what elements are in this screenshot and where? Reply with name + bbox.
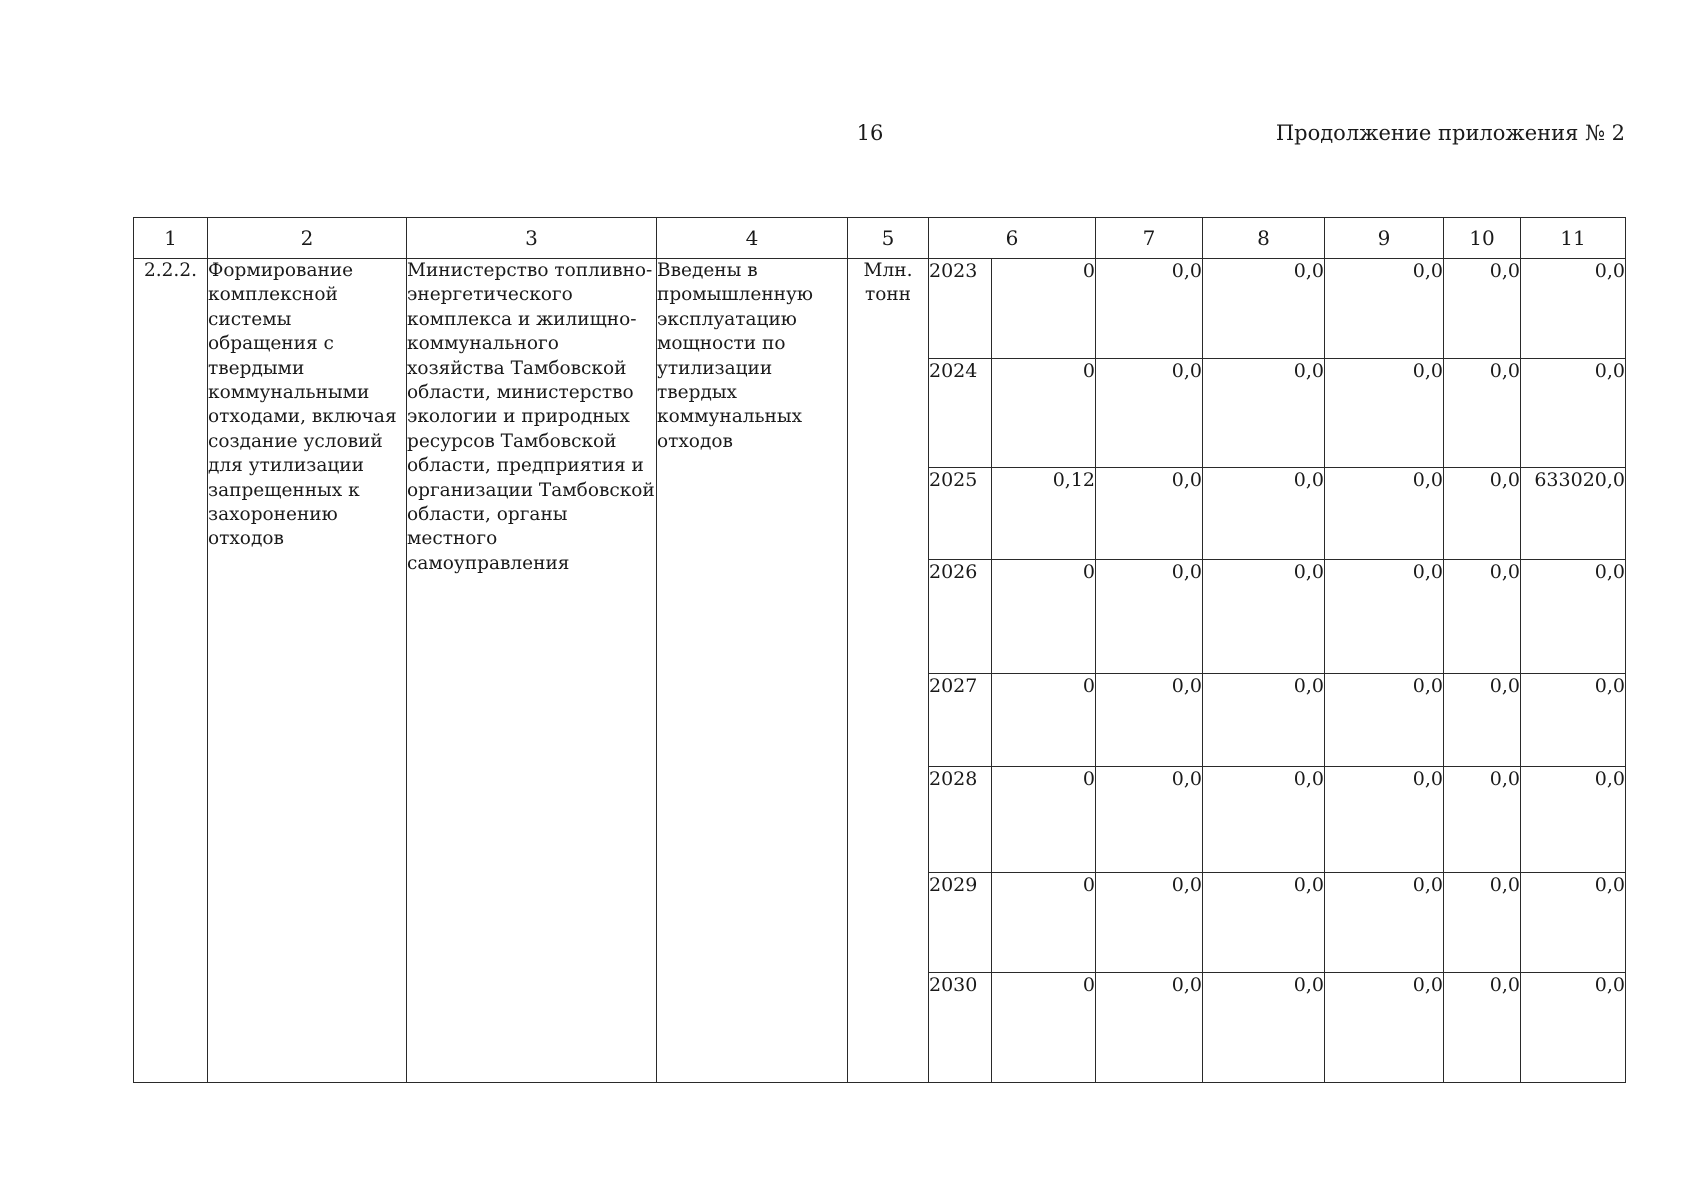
value-cell-col9: 0,0 [1325,873,1444,973]
value-cell-col10: 0,0 [1444,973,1521,1083]
activity-code: 2.2.2. [134,259,208,1083]
value-cell-col11: 0,0 [1521,767,1626,873]
value-cell-col7: 0,0 [1096,973,1203,1083]
value-cell-col8: 0,0 [1203,674,1325,767]
year-cell: 2023 [929,259,992,359]
year-cell: 2025 [929,468,992,560]
value-cell-col11: 633020,0 [1521,468,1626,560]
year-cell: 2028 [929,767,992,873]
value-cell-col7: 0,0 [1096,468,1203,560]
value-cell-col10: 0,0 [1444,560,1521,674]
year-cell: 2029 [929,873,992,973]
value-cell-col10: 0,0 [1444,259,1521,359]
column-header: 9 [1325,218,1444,259]
target-value-cell: 0 [992,873,1096,973]
column-header: 4 [657,218,848,259]
value-cell-col7: 0,0 [1096,560,1203,674]
page-number: 16 [856,121,884,145]
indicator-name: Введены в промышленную эксплуатацию мощности по утилизации твердых коммунальных отходов [657,259,848,1083]
column-header: 7 [1096,218,1203,259]
table-header-row [134,218,1626,259]
target-value-cell: 0,12 [992,468,1096,560]
value-cell-col9: 0,0 [1325,560,1444,674]
main-table [133,217,1626,1083]
year-cell: 2024 [929,359,992,468]
target-value-cell: 0 [992,259,1096,359]
responsible-executors: Министерство топливно-энергетического комплекса и жилищно-коммунального хозяйства Тамбовской области, министерство экологии и природных ресурсов Тамбовской области, предприятия и организации Тамбовской области, органы местного самоуправления [407,259,657,1083]
value-cell-col7: 0,0 [1096,873,1203,973]
year-cell: 2027 [929,674,992,767]
value-cell-col8: 0,0 [1203,873,1325,973]
value-cell-col11: 0,0 [1521,973,1626,1083]
value-cell-col10: 0,0 [1444,873,1521,973]
column-header: 5 [848,218,929,259]
column-header: 11 [1521,218,1626,259]
target-value-cell: 0 [992,973,1096,1083]
value-cell-col9: 0,0 [1325,259,1444,359]
value-cell-col11: 0,0 [1521,560,1626,674]
value-cell-col11: 0,0 [1521,259,1626,359]
value-cell-col10: 0,0 [1444,674,1521,767]
value-cell-col8: 0,0 [1203,259,1325,359]
target-value-cell: 0 [992,674,1096,767]
value-cell-col8: 0,0 [1203,560,1325,674]
value-cell-col10: 0,0 [1444,359,1521,468]
target-value-cell: 0 [992,359,1096,468]
column-header: 3 [407,218,657,259]
value-cell-col11: 0,0 [1521,873,1626,973]
value-cell-col10: 0,0 [1444,767,1521,873]
value-cell-col8: 0,0 [1203,767,1325,873]
value-cell-col8: 0,0 [1203,468,1325,560]
value-cell-col7: 0,0 [1096,259,1203,359]
column-header: 10 [1444,218,1521,259]
year-cell: 2030 [929,973,992,1083]
target-value-cell: 0 [992,560,1096,674]
value-cell-col8: 0,0 [1203,359,1325,468]
table-row [134,259,1626,359]
unit-of-measure: Млн. тонн [848,259,929,1083]
value-cell-col9: 0,0 [1325,973,1444,1083]
column-header: 2 [208,218,407,259]
column-header: 6 [929,218,1096,259]
column-header: 1 [134,218,208,259]
activity-name: Формирование комплексной системы обращения с твердыми коммунальными отходами, включая создание условий для утилизации запрещенных к захоронению отходов [208,259,407,1083]
value-cell-col7: 0,0 [1096,674,1203,767]
value-cell-col9: 0,0 [1325,359,1444,468]
value-cell-col11: 0,0 [1521,359,1626,468]
value-cell-col7: 0,0 [1096,767,1203,873]
year-cell: 2026 [929,560,992,674]
appendix-note: Продолжение приложения № 2 [1275,121,1625,145]
value-cell-col7: 0,0 [1096,359,1203,468]
target-value-cell: 0 [992,767,1096,873]
value-cell-col11: 0,0 [1521,674,1626,767]
column-header: 8 [1203,218,1325,259]
value-cell-col8: 0,0 [1203,973,1325,1083]
value-cell-col9: 0,0 [1325,468,1444,560]
value-cell-col9: 0,0 [1325,767,1444,873]
value-cell-col10: 0,0 [1444,468,1521,560]
value-cell-col9: 0,0 [1325,674,1444,767]
